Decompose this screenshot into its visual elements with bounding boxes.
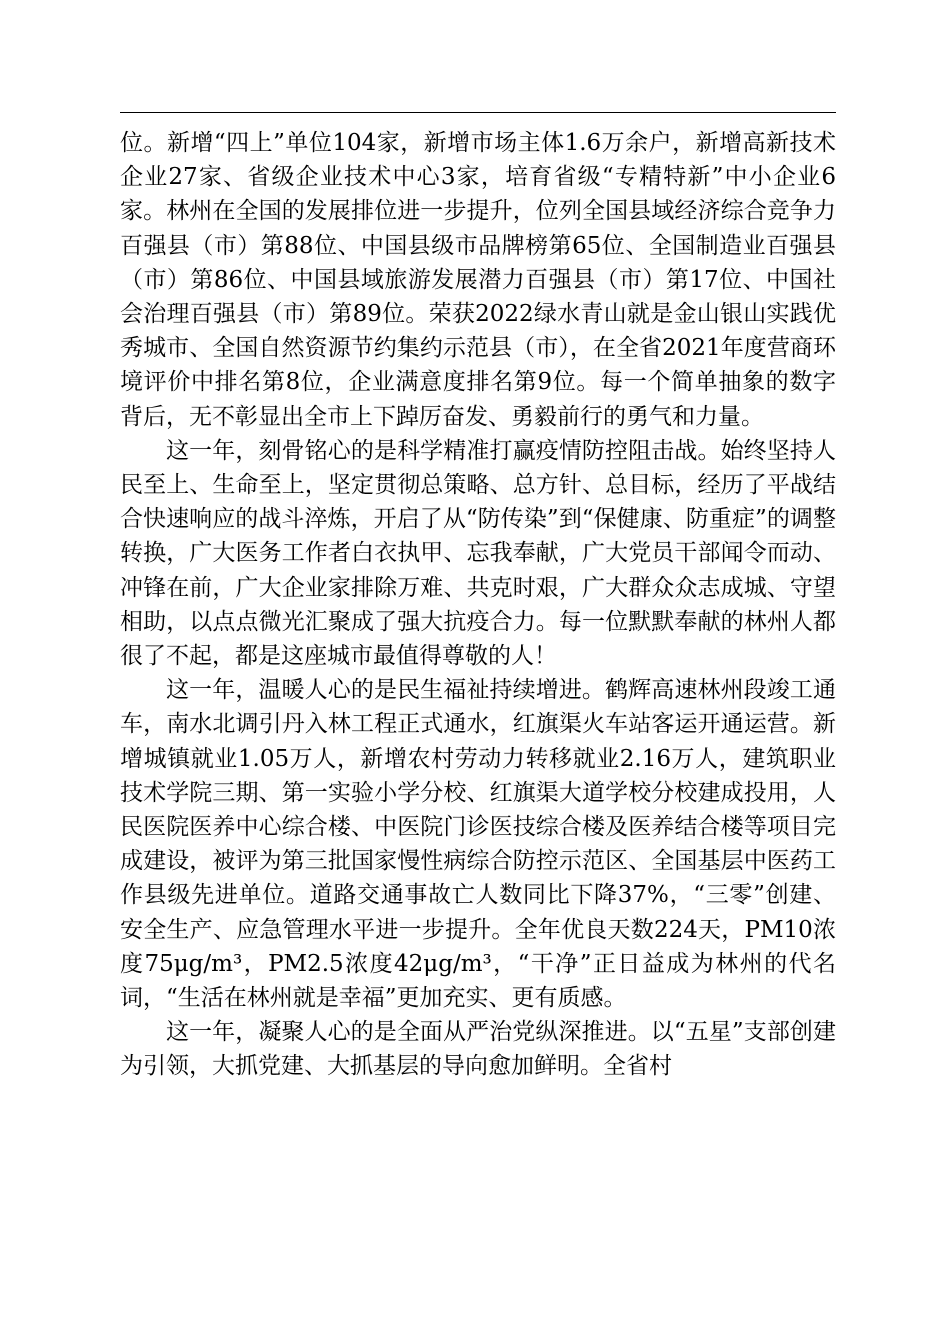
- paragraph-epidemic-prevention: 这一年，刻骨铭心的是科学精准打赢疫情防控阻击战。始终坚持人民至上、生命至上，坚定贯彻总策略、总方针、总目标，经历了平战结合快速响应的战斗淬炼，开启了从“防传染”到“保健康、防重症”的调整转换，广大医务工作者白衣执甲、忘我奉献，广大党员干部闻令而动、冲锋在前，广大企业家排除万难、共克时艰，广大群众众志成城、守望相助，以点点微光汇聚成了强大抗疫合力。每一位默默奉献的林州人都很了不起，都是这座城市最值得尊敬的人！: [120, 437, 836, 670]
- document-body: [120, 126, 836, 1084]
- paragraph-party-governance: 这一年，凝聚人心的是全面从严治党纵深推进。以“五星”支部创建为引领，大抓党建、大抓基层的导向愈加鲜明。全省村: [120, 1019, 836, 1080]
- paragraph-livelihood: 这一年，温暖人心的是民生福祉持续增进。鹤辉高速林州段竣工通车，南水北调引丹入林工程正式通水，红旗渠火车站客运开通运营。新增城镇就业1.05万人，新增农村劳动力转移就业2.16万人，建筑职业技术学院三期、第一实验小学分校、红旗渠大道学校分校建成投用，人民医院医养中心综合楼、中医院门诊医技综合楼及医养结合楼等项目完成建设，被评为第三批国家慢性病综合防控示范区、全国基层中医药工作县级先进单位。道路交通事故亡人数同比下降37%，“三零”创建、安全生产、应急管理水平进一步提升。全年优良天数224天，PM10浓度75μg/m³，PM2.5浓度42μg/m³，“干净”正日益成为林州的代名词，“生活在林州就是幸福”更加充实、更有质感。: [120, 677, 836, 1012]
- paragraph-rankings: 位。新增“四上”单位104家，新增市场主体1.6万余户，新增高新技术企业27家、省级企业技术中心3家，培育省级“专精特新”中小企业6家。林州在全国的发展排位进一步提升，位列全国县域经济综合竞争力百强县（市）第88位、中国县级市品牌榜第65位、全国制造业百强县（市）第86位、中国县域旅游发展潜力百强县（市）第17位、中国社会治理百强县（市）第89位。荣获2022绿水青山就是金山银山实践优秀城市、全国自然资源节约集约示范县（市），在全省2021年度营商环境评价中排名第8位，企业满意度排名第9位。每一个简单抽象的数字背后，无不彰显出全市上下踔厉奋发、勇毅前行的勇气和力量。: [120, 130, 836, 430]
- header-rule: [120, 112, 836, 113]
